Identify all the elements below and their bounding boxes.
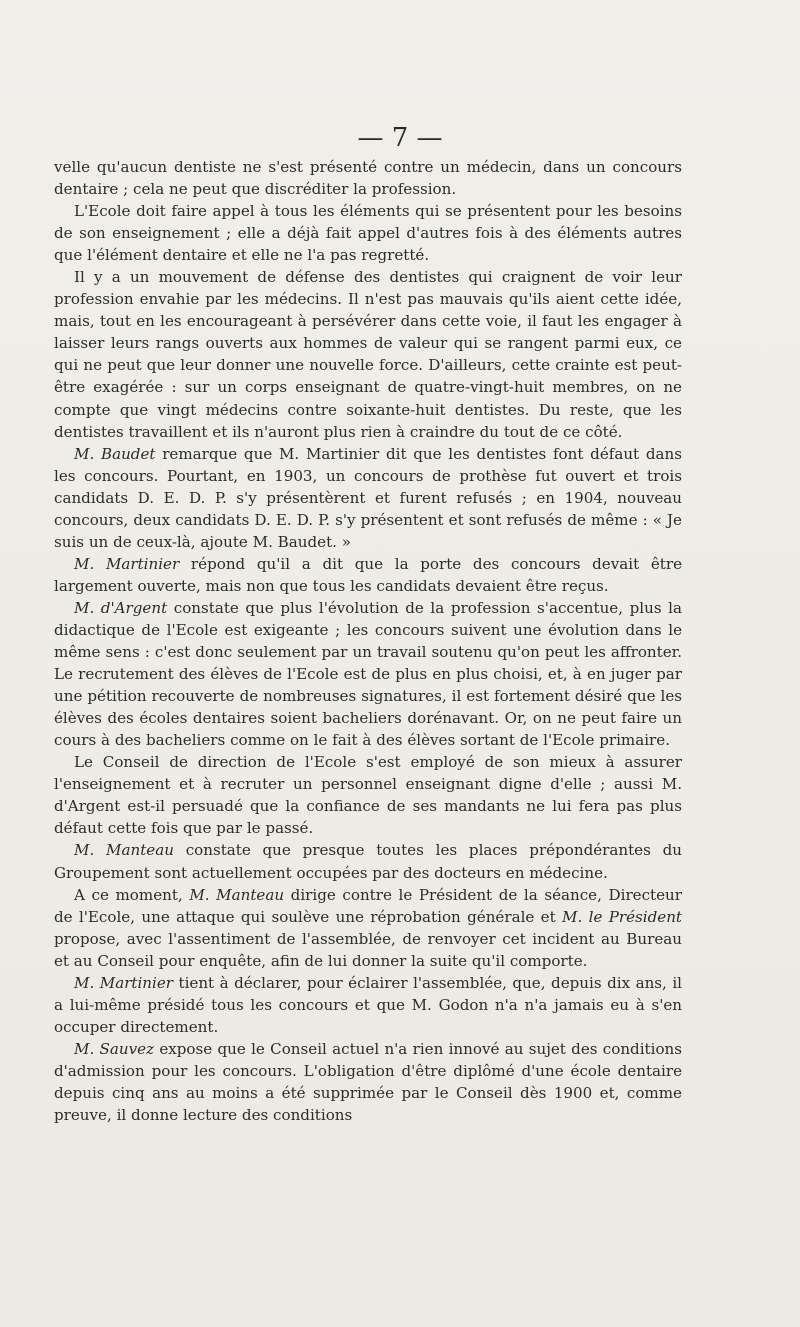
- speaker-name: M. Manteau: [189, 885, 285, 904]
- paragraph-7: [54, 751, 682, 839]
- paragraph-9-pre: A ce moment,: [74, 885, 190, 904]
- paragraph-11-text: expose que le Conseil actuel n'a rien innové au sujet des conditions d'admission pour les concours. L'obligation d'être diplômé d'une école dentaire depuis cinq ans au moins a été supprimée par le Conseil dès 1900 et, comme preuve, il donne lecture des conditions: [54, 1039, 682, 1125]
- paragraph-8-text: constate que presque toutes les places prépondérantes du Groupement sont actuellement occupées par des docteurs en médecine.: [54, 841, 682, 882]
- paragraph-7-text: Le Conseil de direction de l'Ecole s'est employé de son mieux à assurer l'enseignement et à recruter un personnel enseignant digne d'elle ; aussi M. d'Argent est-il persuadé que la confiance de ses mandants ne lui fera pas plus défaut cette fois que par le passé.: [54, 753, 682, 838]
- paragraph-9: [54, 884, 682, 972]
- page-number: — 7 —: [357, 123, 443, 153]
- paragraph-6: [54, 597, 682, 751]
- paragraph-9-text: dirige contre le Président de la séance, Directeur de l'Ecole, une attaque qui soulève une réprobation générale et: [54, 885, 682, 926]
- paragraph-9-text-2: propose, avec l'assentiment de l'assemblée, de renvoyer cet incident au Bureau et au Conseil pour enquête, afin de lui donner la suite qu'il comporte.: [54, 929, 682, 970]
- speaker-name: M. Manteau: [74, 841, 174, 860]
- paragraph-2: [54, 200, 682, 266]
- paragraph-10-text: tient à déclarer, pour éclairer l'assemblée, que, depuis dix ans, il a lui-même présidé tous les concours et que M. Godon n'a n'a jamais eu à s'en occuper directement.: [54, 973, 682, 1036]
- paragraph-8: [54, 839, 682, 883]
- paragraph-5-text: répond qu'il a dit que la porte des concours devait être largement ouverte, mais non que tous les candidats devaient être reçus.: [54, 554, 683, 595]
- paragraph-3-text: Il y a un mouvement de défense des dentistes qui craignent de voir leur profession envahie par les médecins. Il n'est pas mauvais qu'ils aient cette idée, mais, tout en les encourageant à persévérer dans cette voie, il faut les engager à laisser leurs rangs ouverts aux hommes de valeur qui se rangent parmi eux, ce qui ne peut que leur donner une nouvelle force. D'ailleurs, cette crainte est peut-être exagérée : sur un corps enseignant de quatre-vingt-huit membres, on ne compte que vingt médecins contre soixante-huit dentistes. Du reste, que les dentistes travaillent et ils n'auront plus rien à craindre du tout de ce côté.: [54, 268, 682, 441]
- speaker-name: M. Sauvez: [74, 1039, 155, 1058]
- speaker-name: M. d'Argent: [74, 598, 168, 617]
- speaker-name: M. Martinier: [74, 554, 180, 573]
- paragraph-3: [54, 266, 682, 442]
- paragraph-4: [54, 443, 682, 553]
- paragraph-5: [54, 553, 682, 597]
- speaker-name: M. Martinier: [74, 973, 174, 992]
- paragraph-10: [54, 972, 682, 1038]
- speaker-name: M. Baudet: [74, 444, 156, 463]
- paragraph-1-text: velle qu'aucun dentiste ne s'est présenté contre un médecin, dans un concours dentaire ; cela ne peut que discréditer la profession.: [54, 158, 682, 199]
- paragraph-6-text: constate que plus l'évolution de la profession s'accentue, plus la didactique de l'Ecole est exigeante ; les concours suivent une évolution dans le même sens : c'est donc seulement par un travail soutenu qu'on peut les affronter. Le recrutement des élèves de l'Ecole est de plus en plus choisi, et, à en juger par une pétition recouverte de nombreuses signatures, il est fortement désiré que les élèves des écoles dentaires soient bacheliers dorénavant. Or, on ne peut faire un cours à des bacheliers comme on le fait à des élèves sortant de l'Ecole primaire.: [54, 598, 682, 750]
- paragraph-11: [54, 1038, 682, 1126]
- paragraph-1: [54, 156, 682, 200]
- speaker-name-president: M. le Président: [562, 907, 682, 926]
- paragraph-4-text: remarque que M. Martinier dit que les dentistes font défaut dans les concours. Pourtant, en 1903, un concours de prothèse fut ouvert et trois candidats D. E. D. P. s'y présentèrent et furent refusés ; en 1904, nouveau concours, deux candidats D. E. D. P. s'y présentent et sont refusés de même : « Je suis un de ceux-là, ajoute M. Baudet. »: [54, 444, 682, 551]
- paragraph-2-text: L'Ecole doit faire appel à tous les éléments qui se présentent pour les besoins de son enseignement ; elle a déjà fait appel d'autres fois à des éléments autres que l'élément dentaire et elle ne l'a pas regretté.: [54, 202, 682, 265]
- body-text: [54, 156, 682, 1126]
